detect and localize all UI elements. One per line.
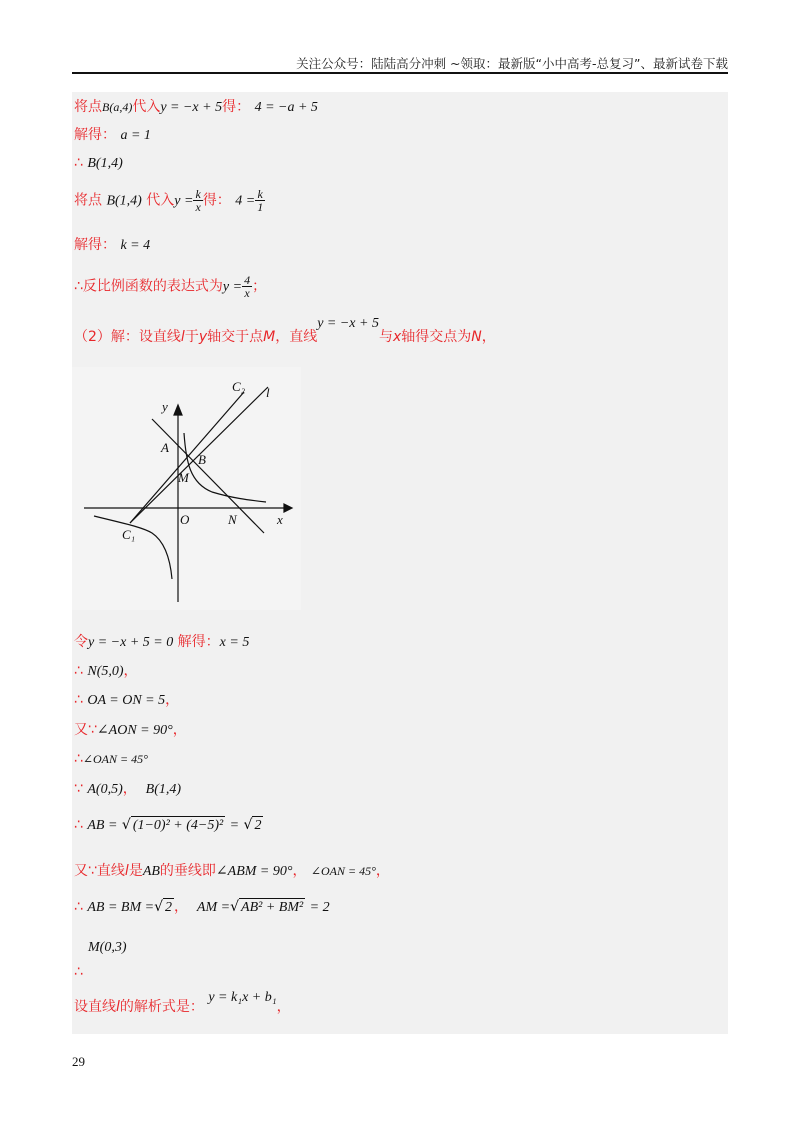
line-14: ∴ AB = √ (1−0)² + (4−5)² = √ 2 xyxy=(74,817,262,833)
label-x: x xyxy=(277,512,283,527)
graph-svg xyxy=(72,367,301,610)
hyperbola-branch-1 xyxy=(184,433,266,502)
line-15: 又∵直线l是AB的垂线即∠ABM = 90°， ∠OAN = 45°， xyxy=(74,863,390,879)
label-l: l xyxy=(266,385,270,400)
line-7: （2）解：设直线l于y轴交于点M，直线y = −x + 5与x轴得交点为N， xyxy=(74,316,496,345)
line-8: 令y = −x + 5 = 0 解得：x = 5 xyxy=(74,634,250,650)
line-17: M(0,3) ∴ xyxy=(74,940,127,980)
function-graph-figure xyxy=(72,367,301,610)
line-3: ∴ B(1,4) xyxy=(74,155,123,171)
label-N: N xyxy=(228,512,237,527)
line-5: 解得： k = 4 xyxy=(74,237,151,253)
fraction-k-over-1: $\frac{k}{1}$ xyxy=(257,187,264,214)
line-16: ∴ AB = BM =√ 2 ， AM =√ AB² + BM² = 2 xyxy=(74,899,330,915)
label-C2: C₂ xyxy=(232,379,246,394)
line-11: 又∵∠AON = 90°， xyxy=(74,722,187,738)
line-18: 设直线l的解析式是： y = k₁x + b₁， xyxy=(74,990,291,1015)
label-B: B xyxy=(198,452,206,467)
line-6: ∴反比例函数的表达式为y = $\frac{4}{x}$ ； xyxy=(74,273,267,300)
line-4: 将点 B(1,4) 代入y = $\frac{k}{x}$ 得： 4 = $\frac{k}{1}$ xyxy=(74,187,264,214)
hyperbola-branch-2 xyxy=(94,516,172,579)
line-1: 将点B(a,4)代入y = −x + 5得： 4 = −a + 5 xyxy=(74,99,318,115)
label-M: M xyxy=(178,470,189,485)
page-header: 关注公众号：陆陆高分冲刺 ~领取：最新版“小中高考-总复习”、最新试卷下载 xyxy=(296,56,728,71)
label-O: O xyxy=(180,512,190,527)
fraction-4-over-x: $\frac{4}{x}$ xyxy=(244,273,251,300)
x-axis-arrow xyxy=(284,504,292,512)
label-C1: C₁ xyxy=(122,527,136,542)
line-2: 解得： a = 1 xyxy=(74,127,151,143)
line-12: ∴∠OAN = 45° xyxy=(74,751,148,767)
line-9: ∴ N(5,0)， xyxy=(74,663,138,679)
line-AN xyxy=(152,419,264,533)
page-number: 29 xyxy=(72,1054,85,1069)
label-y: y xyxy=(162,399,168,414)
y-axis-arrow xyxy=(174,405,182,415)
header-divider xyxy=(72,72,728,74)
fraction-k-over-x: $\frac{k}{x}$ xyxy=(195,187,201,214)
line-10: ∴ OA = ON = 5， xyxy=(74,692,180,708)
label-A: A xyxy=(161,440,169,455)
line-13: ∵ A(0,5)， B(1,4) xyxy=(74,781,182,797)
